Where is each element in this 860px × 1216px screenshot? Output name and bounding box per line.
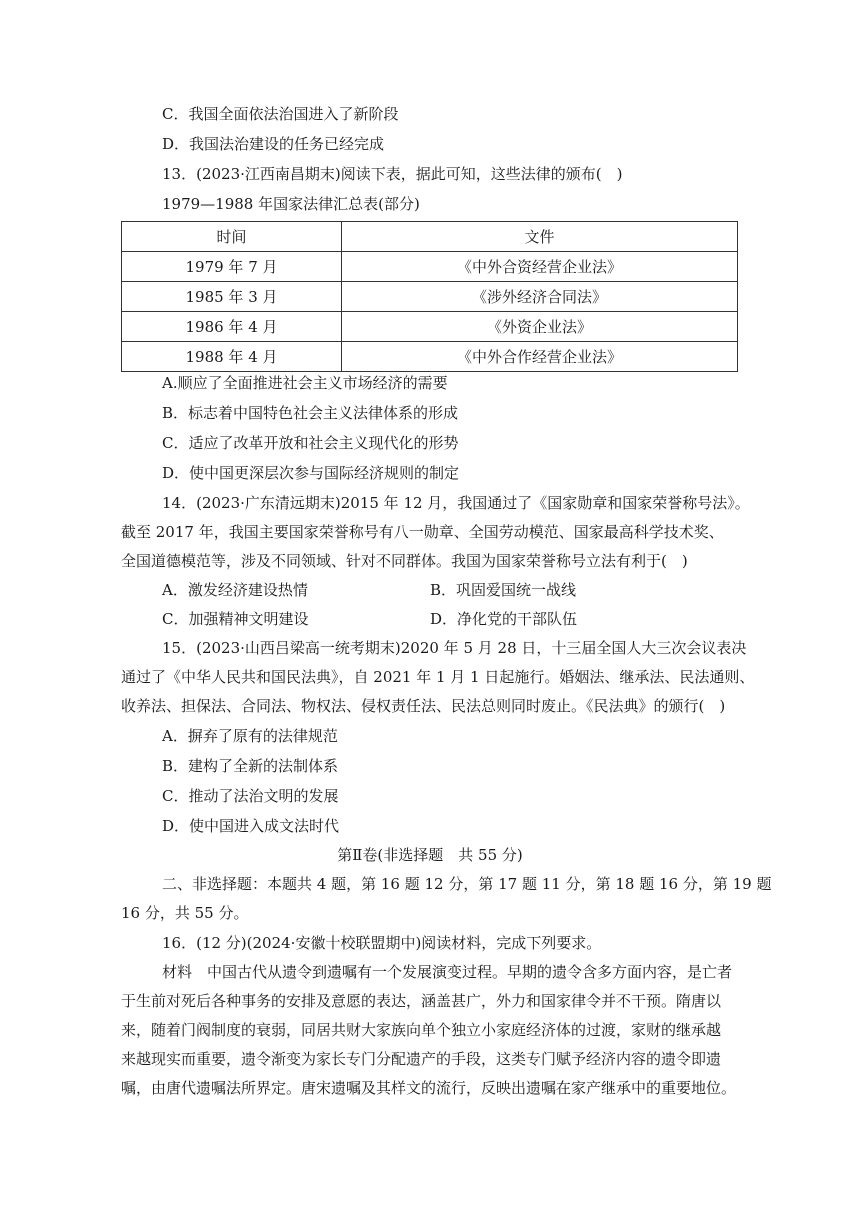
table-row [122,282,738,312]
q16-material-line5: 嘱，由唐代遗嘱法所界定。唐宋遗嘱及其样文的流行，反映出遗嘱在家产继承中的重要地位。 [121,1079,737,1097]
table-cell-time: 1979 年 7 月 [122,252,342,282]
q15-option-a: A．摒弃了原有的法律规范 [162,727,338,745]
q15-option-d: D．使中国进入成文法时代 [162,817,340,835]
q13-option-a: A.顺应了全面推进社会主义市场经济的需要 [162,374,448,392]
table-cell-time: 1988 年 4 月 [122,342,342,372]
table-cell-document: 《涉外经济合同法》 [342,282,738,312]
q12-option-c: C．我国全面依法治国进入了新阶段 [162,105,399,123]
section-2-title: 第Ⅱ卷(非选择题 共 55 分) [337,846,523,864]
q16-stem: 16．(12 分)(2024·安徽十校联盟期中)阅读材料，完成下列要求。 [162,934,602,952]
q13-stem: 13．(2023·江西南昌期末)阅读下表，据此可知，这些法律的颁布( ) [162,165,623,183]
table-cell-time: 1985 年 3 月 [122,282,342,312]
q13-option-d: D．使中国更深层次参与国际经济规则的制定 [162,464,460,482]
table-row [122,252,738,282]
q15-option-c: C．推动了法治文明的发展 [162,787,339,805]
table-header-document: 文件 [342,222,738,252]
q14-option-a: A．激发经济建设热情 [162,581,308,599]
table-row [122,312,738,342]
q16-material-line1: 材料 中国古代从遗令到遗嘱有一个发展演变过程。早期的遗令含多方面内容，是亡者 [162,963,733,981]
q13-option-c: C．适应了改革开放和社会主义现代化的形势 [162,434,459,452]
q14-stem-line1: 14．(2023·广东清远期末)2015 年 12 月，我国通过了《国家勋章和国家荣誉称号法》。 [162,494,750,512]
section-2-instructions-line2: 16 分，共 55 分。 [121,904,249,922]
table-header-row [122,222,738,252]
q14-option-c: C．加强精神文明建设 [162,610,309,628]
table-row [122,342,738,372]
table-cell-time: 1986 年 4 月 [122,312,342,342]
table-header-time: 时间 [122,222,342,252]
q15-stem-line2: 通过了《中华人民共和国民法典》，自 2021 年 1 月 1 日起施行。婚姻法、继承法、民法通则、 [121,668,755,686]
q14-option-b: B．巩固爱国统一战线 [430,581,577,599]
q16-material-line2: 于生前对死后各种事务的安排及意愿的表达，涵盖甚广，外力和国家律令并不干预。隋唐以 [121,992,722,1010]
q15-stem-line3: 收养法、担保法、合同法、物权法、侵权责任法、民法总则同时废止。《民法典》的颁行( ) [121,697,726,715]
q16-material-line3: 来，随着门阀制度的衰弱，同居共财大家族向单个独立小家庭经济体的过渡，家财的继承越 [121,1021,722,1039]
q14-option-d: D．净化党的干部队伍 [430,610,578,628]
q16-material-line4: 来越现实而重要，遗令渐变为家长专门分配遗产的手段，这类专门赋予经济内容的遗令即遗 [121,1050,722,1068]
law-summary-table [121,221,738,372]
q14-stem-line3: 全国道德模范等，涉及不同领域、针对不同群体。我国为国家荣誉称号立法有利于( ) [121,552,688,570]
q13-option-b: B．标志着中国特色社会主义法律体系的形成 [162,404,459,422]
table-cell-document: 《中外合资经营企业法》 [342,252,738,282]
table-cell-document: 《外资企业法》 [342,312,738,342]
table-cell-document: 《中外合作经营企业法》 [342,342,738,372]
q14-stem-line2: 截至 2017 年，我国主要国家荣誉称号有八一勋章、全国劳动模范、国家最高科学技术奖、 [121,523,724,541]
q15-option-b: B．建构了全新的法制体系 [162,757,339,775]
q12-option-d: D．我国法治建设的任务已经完成 [162,135,385,153]
q15-stem-line1: 15．(2023·山西吕梁高一统考期末)2020 年 5 月 28 日，十三届全国人大三次会议表决 [162,639,747,657]
section-2-instructions-line1: 二、非选择题：本题共 4 题，第 16 题 12 分，第 17 题 11 分，第 18 题 16 分，第 19 题 [162,875,772,893]
q13-table-title: 1979—1988 年国家法律汇总表(部分) [162,195,420,213]
